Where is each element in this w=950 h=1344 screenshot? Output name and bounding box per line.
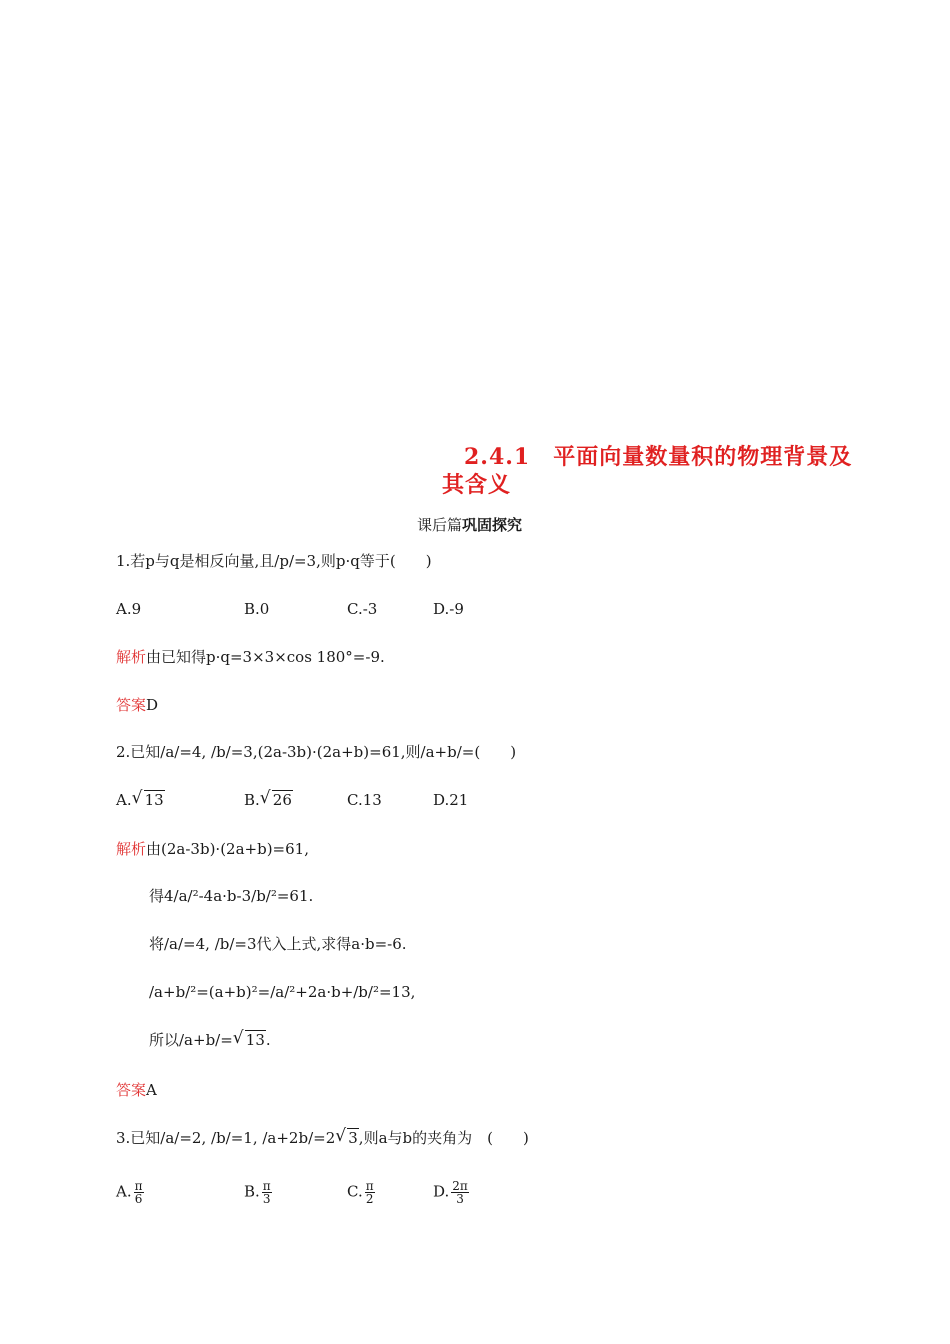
q1-option-a: A.9 <box>116 600 142 618</box>
sqrt-symbol <box>260 790 293 810</box>
q1-answer-label: 答案 <box>116 696 147 714</box>
fraction <box>262 1180 272 1205</box>
q2-conclusion-suffix: . <box>265 1031 271 1049</box>
sqrt-symbol <box>132 790 165 810</box>
q3-stem-prefix: 3.已知/a/=2, /b/=1, /a+2b/=2 <box>116 1129 336 1147</box>
q1-option-c: C.-3 <box>347 600 378 618</box>
q2-conclusion-prefix: 所以/a+b/= <box>149 1031 233 1049</box>
q2-option-b-prefix: B. <box>244 791 260 809</box>
q2-option-a-prefix: A. <box>116 791 132 809</box>
q2-option-a-radicand: 13 <box>144 791 164 809</box>
q3-option-c-prefix: C. <box>347 1182 363 1201</box>
q2-analysis-label: 解析 <box>116 840 147 858</box>
q2-option-b <box>244 790 293 810</box>
q1-analysis <box>116 647 385 667</box>
q2-conclusion <box>149 1030 271 1050</box>
q3-stem-radicand: 3 <box>348 1129 358 1147</box>
fraction-denominator: 3 <box>262 1192 271 1206</box>
fraction-denominator: 2 <box>365 1192 374 1206</box>
q3-option-d-prefix: D. <box>433 1182 450 1201</box>
q3-option-b <box>244 1180 272 1205</box>
q2-analysis-line3: 将/a/=4, /b/=3代入上式,求得a·b=-6. <box>149 935 407 953</box>
q3-option-b-prefix: B. <box>244 1182 260 1201</box>
section-emphasis: 巩固探究 <box>462 516 523 534</box>
fraction-numerator: π <box>134 1179 143 1193</box>
fraction-denominator: 6 <box>134 1192 143 1206</box>
q2-answer-label: 答案 <box>116 1081 147 1099</box>
q3-option-d <box>433 1180 469 1205</box>
q2-conclusion-radicand: 13 <box>245 1031 265 1049</box>
q3-option-a-prefix: A. <box>116 1182 132 1201</box>
q3-stem <box>116 1128 529 1148</box>
q1-answer <box>116 695 158 715</box>
fraction <box>451 1180 469 1205</box>
sqrt-symbol <box>233 1030 266 1050</box>
q2-analysis-line1: 由(2a-3b)·(2a+b)=61, <box>146 840 309 858</box>
page-title-line1: 2.4.1 平面向量数量积的物理背景及 <box>464 444 853 470</box>
section-subtitle <box>417 514 522 535</box>
q2-analysis-line4: /a+b/²=(a+b)²=/a/²+2a·b+/b/²=13, <box>149 983 416 1001</box>
q1-option-d: D.-9 <box>433 600 464 618</box>
fraction-denominator: 3 <box>456 1192 464 1206</box>
q2-option-c: C.13 <box>347 791 382 809</box>
fraction-numerator: π <box>262 1179 271 1193</box>
q3-option-c <box>347 1180 375 1205</box>
q1-analysis-label: 解析 <box>116 648 147 666</box>
q2-analysis-line2: 得4/a/²-4a·b-3/b/²=61. <box>149 887 314 905</box>
fraction <box>365 1180 375 1205</box>
fraction-numerator: 2π <box>452 1179 468 1193</box>
q1-analysis-text: 由已知得p·q=3×3×cos 180°=-9. <box>146 648 385 666</box>
section-prefix: 课后篇 <box>417 516 463 534</box>
fraction <box>134 1180 144 1205</box>
q1-answer-value: D <box>146 696 159 714</box>
sqrt-symbol <box>335 1128 359 1148</box>
q3-option-a <box>116 1180 144 1205</box>
q2-answer-value: A <box>146 1081 157 1099</box>
q2-option-b-radicand: 26 <box>272 791 292 809</box>
q1-option-b: B.0 <box>244 600 270 618</box>
fraction-numerator: π <box>365 1179 374 1193</box>
q2-option-a <box>116 790 165 810</box>
q3-stem-suffix: ,则a与b的夹角为 ( ) <box>358 1129 529 1147</box>
page-title-line2: 其含义 <box>442 472 512 498</box>
q2-option-d: D.21 <box>433 791 469 809</box>
q2-analysis <box>116 839 309 859</box>
q2-answer <box>116 1080 157 1100</box>
q1-stem: 1.若p与q是相反向量,且/p/=3,则p·q等于( ) <box>116 552 432 570</box>
q2-stem: 2.已知/a/=4, /b/=3,(2a-3b)·(2a+b)=61,则/a+b/=( ) <box>116 743 517 761</box>
